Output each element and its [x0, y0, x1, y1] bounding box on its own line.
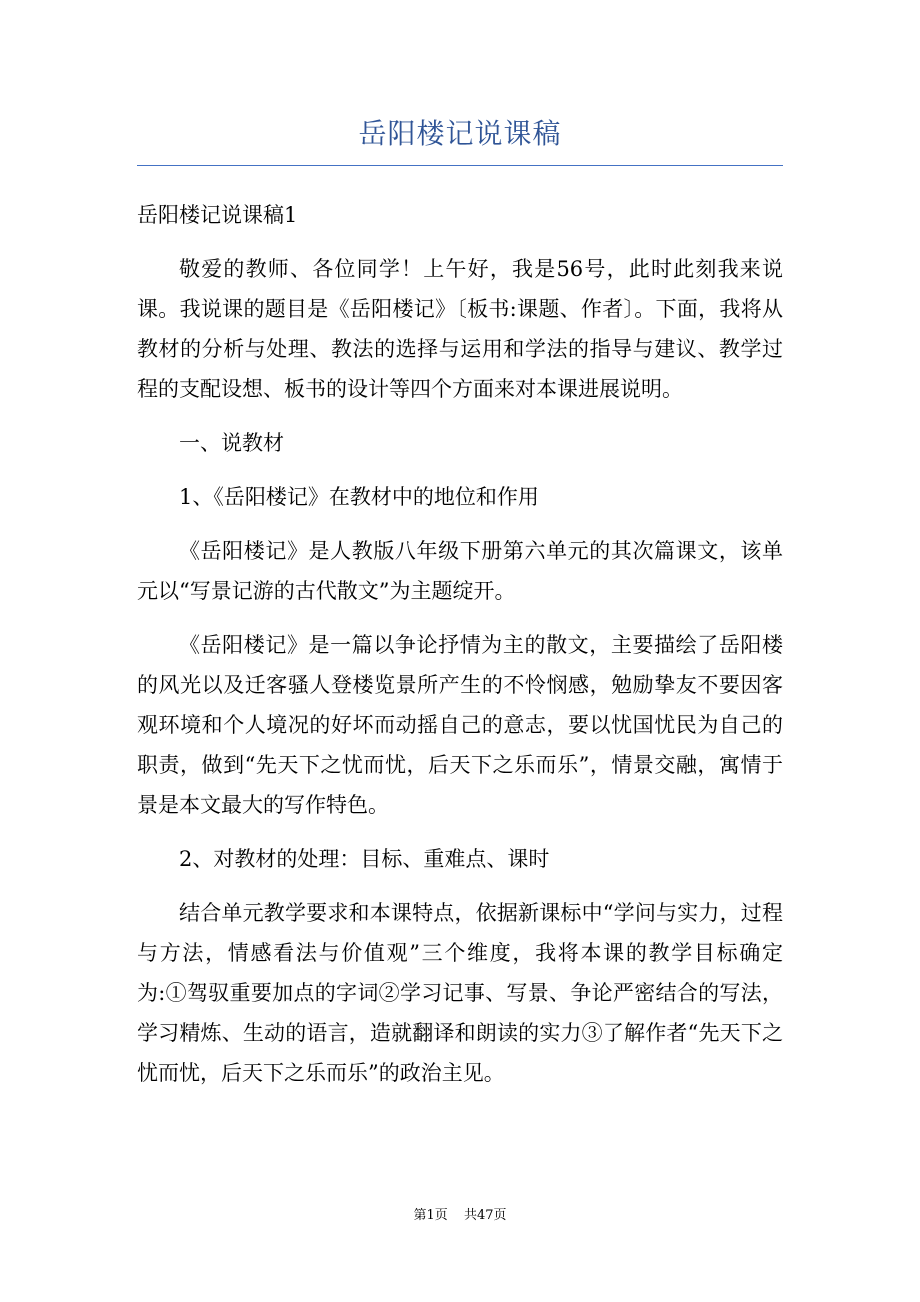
page-count: 共47页 [463, 1208, 507, 1223]
paragraph: 《岳阳楼记》是人教版八年级下册第六单元的其次篇课文，该单元以“写景记游的古代散文”为主题绽开。 [137, 539, 783, 603]
paragraph: 敬爱的教师、各位同学！上午好，我是56号，此时此刻我来说课。我说课的题目是《岳阳楼记》〔板书:课题、作者〕。下面，我将从教材的分析与处理、教法的选择与运用和学法的指导与建议、教学过程的支配设想、板书的设计等四个方面来对本课进展说明。 [137, 257, 783, 401]
section-heading: 岳阳楼记说课稿1 [137, 203, 298, 227]
paragraph: 结合单元教学要求和本课特点，依据新课标中“学问与实力，过程与方法，情感看法与价值观”三个维度，我将本课的教学目标确定为:①驾驭重要加点的字词②学习记事、写景、争论严密结合的写法，学习精炼、生动的语言，造就翻译和朗读的实力③了解作者“先天下之忧而忧，后天下之乐而乐”的政治主见。 [137, 901, 783, 1085]
document-body [137, 195, 783, 1107]
page-number: 第1页 [413, 1208, 448, 1223]
title-divider [137, 165, 783, 166]
page-footer [0, 1206, 920, 1226]
subsection-heading: 1、《岳阳楼记》在教材中的地位和作用 [179, 485, 539, 509]
section-heading: 一、说教材 [179, 431, 284, 455]
subsection-heading: 2、对教材的处理：目标、重难点、课时 [179, 847, 550, 871]
document-title: 岳阳楼记说课稿 [358, 117, 562, 150]
paragraph: 《岳阳楼记》是一篇以争论抒情为主的散文，主要描绘了岳阳楼的风光以及迁客骚人登楼览景所产生的不怜悯感，勉励挚友不要因客观环境和个人境况的好坏而动摇自己的意志，要以忧国忧民为自己的职责，做到“先天下之忧而忧，后天下之乐而乐”，情景交融，寓情于景是本文最大的写作特色。 [137, 633, 783, 817]
